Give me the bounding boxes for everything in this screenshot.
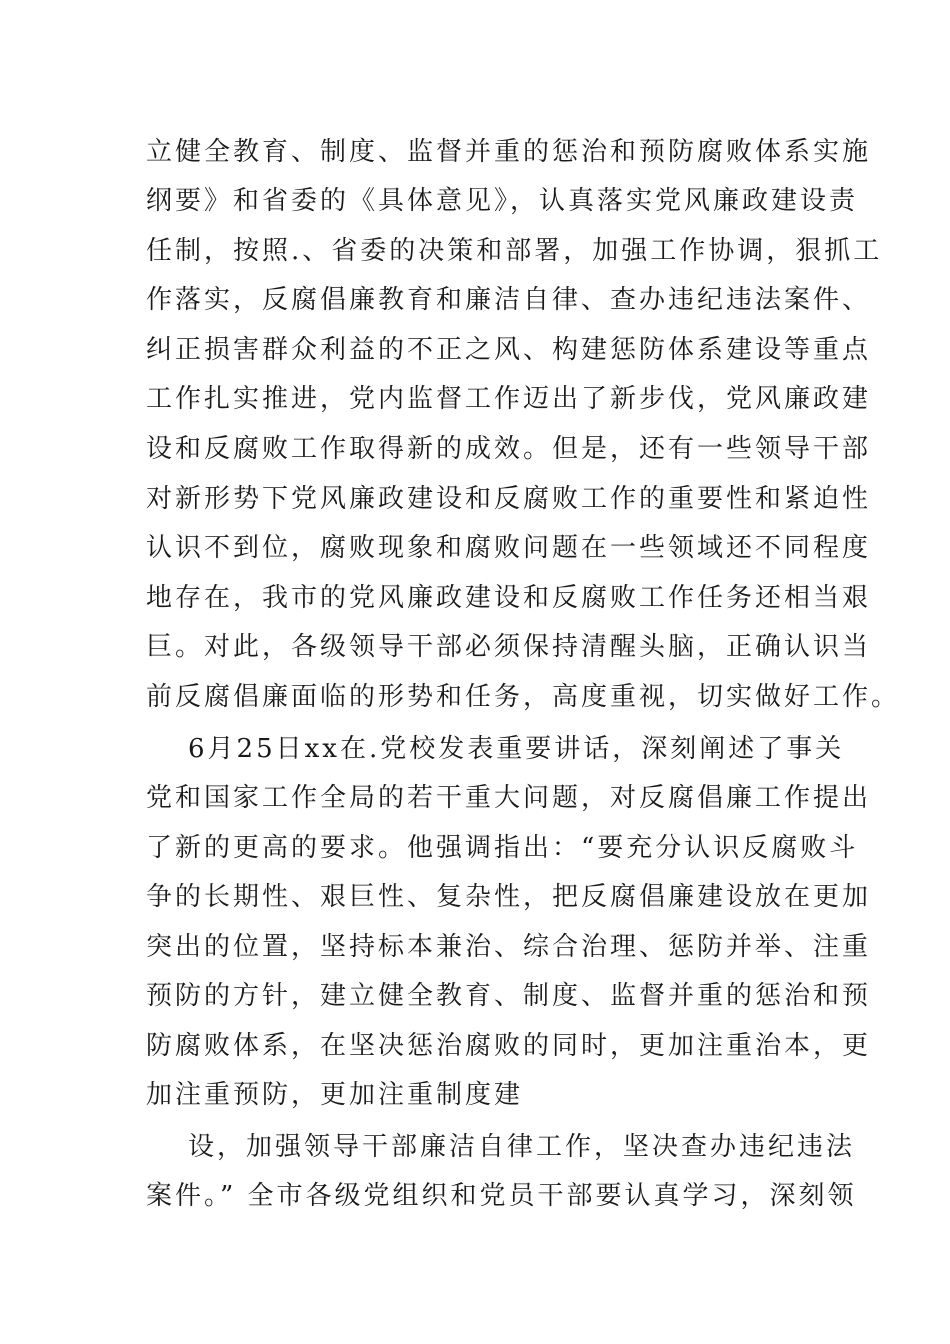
paragraph-1-line-2: 纲要》和省委的《具体意见》，认真落实党风廉政建设责 (146, 186, 859, 216)
paragraph-2-line-8: 加注重预防，更加注重制度建 (146, 1080, 524, 1110)
paragraph-1-line-3: 任制，按照.、省委的决策和部署，加强工作协调，狠抓工 (146, 236, 883, 266)
paragraph-1-line-11: 巨。对此，各级领导干部必须保持清醒头脑，正确认识当 (146, 632, 872, 662)
paragraph-1-line-5: 纠正损害群众利益的不正之风、构建惩防体系建设等重点 (146, 335, 872, 365)
paragraph-1-line-6: 工作扎实推进，党内监督工作迈出了新步伐，党风廉政建 (146, 384, 872, 414)
paragraph-2-line-2: 党和国家工作全局的若干重大问题，对反腐倡廉工作提出 (146, 783, 872, 813)
paragraph-1-line-8: 对新形势下党风廉政建设和反腐败工作的重要性和紧迫性 (146, 484, 872, 514)
paragraph-1-line-12: 前反腐倡廉面临的形势和任务，高度重视，切实做好工作。 (146, 682, 901, 712)
paragraph-1-line-1: 立健全教育、制度、监督并重的惩治和预防腐败体系实施 (146, 137, 872, 167)
paragraph-1-line-4: 作落实，反腐倡廉教育和廉洁自律、查办违纪违法案件、 (146, 285, 872, 315)
paragraph-2-line-1: 6月25日xx在.党校发表重要讲话，深刻阐述了事关 (188, 734, 845, 764)
paragraph-1-line-7: 设和反腐败工作取得新的成效。但是，还有一些领导干部 (146, 434, 872, 464)
paragraph-3-line-2: 案件。” 全市各级党组织和党员干部要认真学习，深刻领 (146, 1181, 857, 1211)
paragraph-1-line-10: 地存在，我市的党风廉政建设和反腐败工作任务还相当艰 (146, 583, 872, 613)
paragraph-2-line-3: 了新的更高的要求。他强调指出：“要充分认识反腐败斗 (146, 833, 859, 863)
paragraph-3-line-1: 设，加强领导干部廉洁自律工作，坚决查办违纪违法 (188, 1132, 856, 1162)
paragraph-2-line-6: 预防的方针，建立健全教育、制度、监督并重的惩治和预 (146, 981, 872, 1011)
paragraph-2-line-5: 突出的位置，坚持标本兼治、综合治理、惩防并举、注重 (146, 932, 872, 962)
paragraph-2-line-7: 防腐败体系，在坚决惩治腐败的同时，更加注重治本，更 (146, 1031, 872, 1061)
paragraph-1-line-9: 认识不到位，腐败现象和腐败问题在一些领域还不同程度 (146, 533, 872, 563)
paragraph-2-line-4: 争的长期性、艰巨性、复杂性，把反腐倡廉建设放在更加 (146, 882, 872, 912)
